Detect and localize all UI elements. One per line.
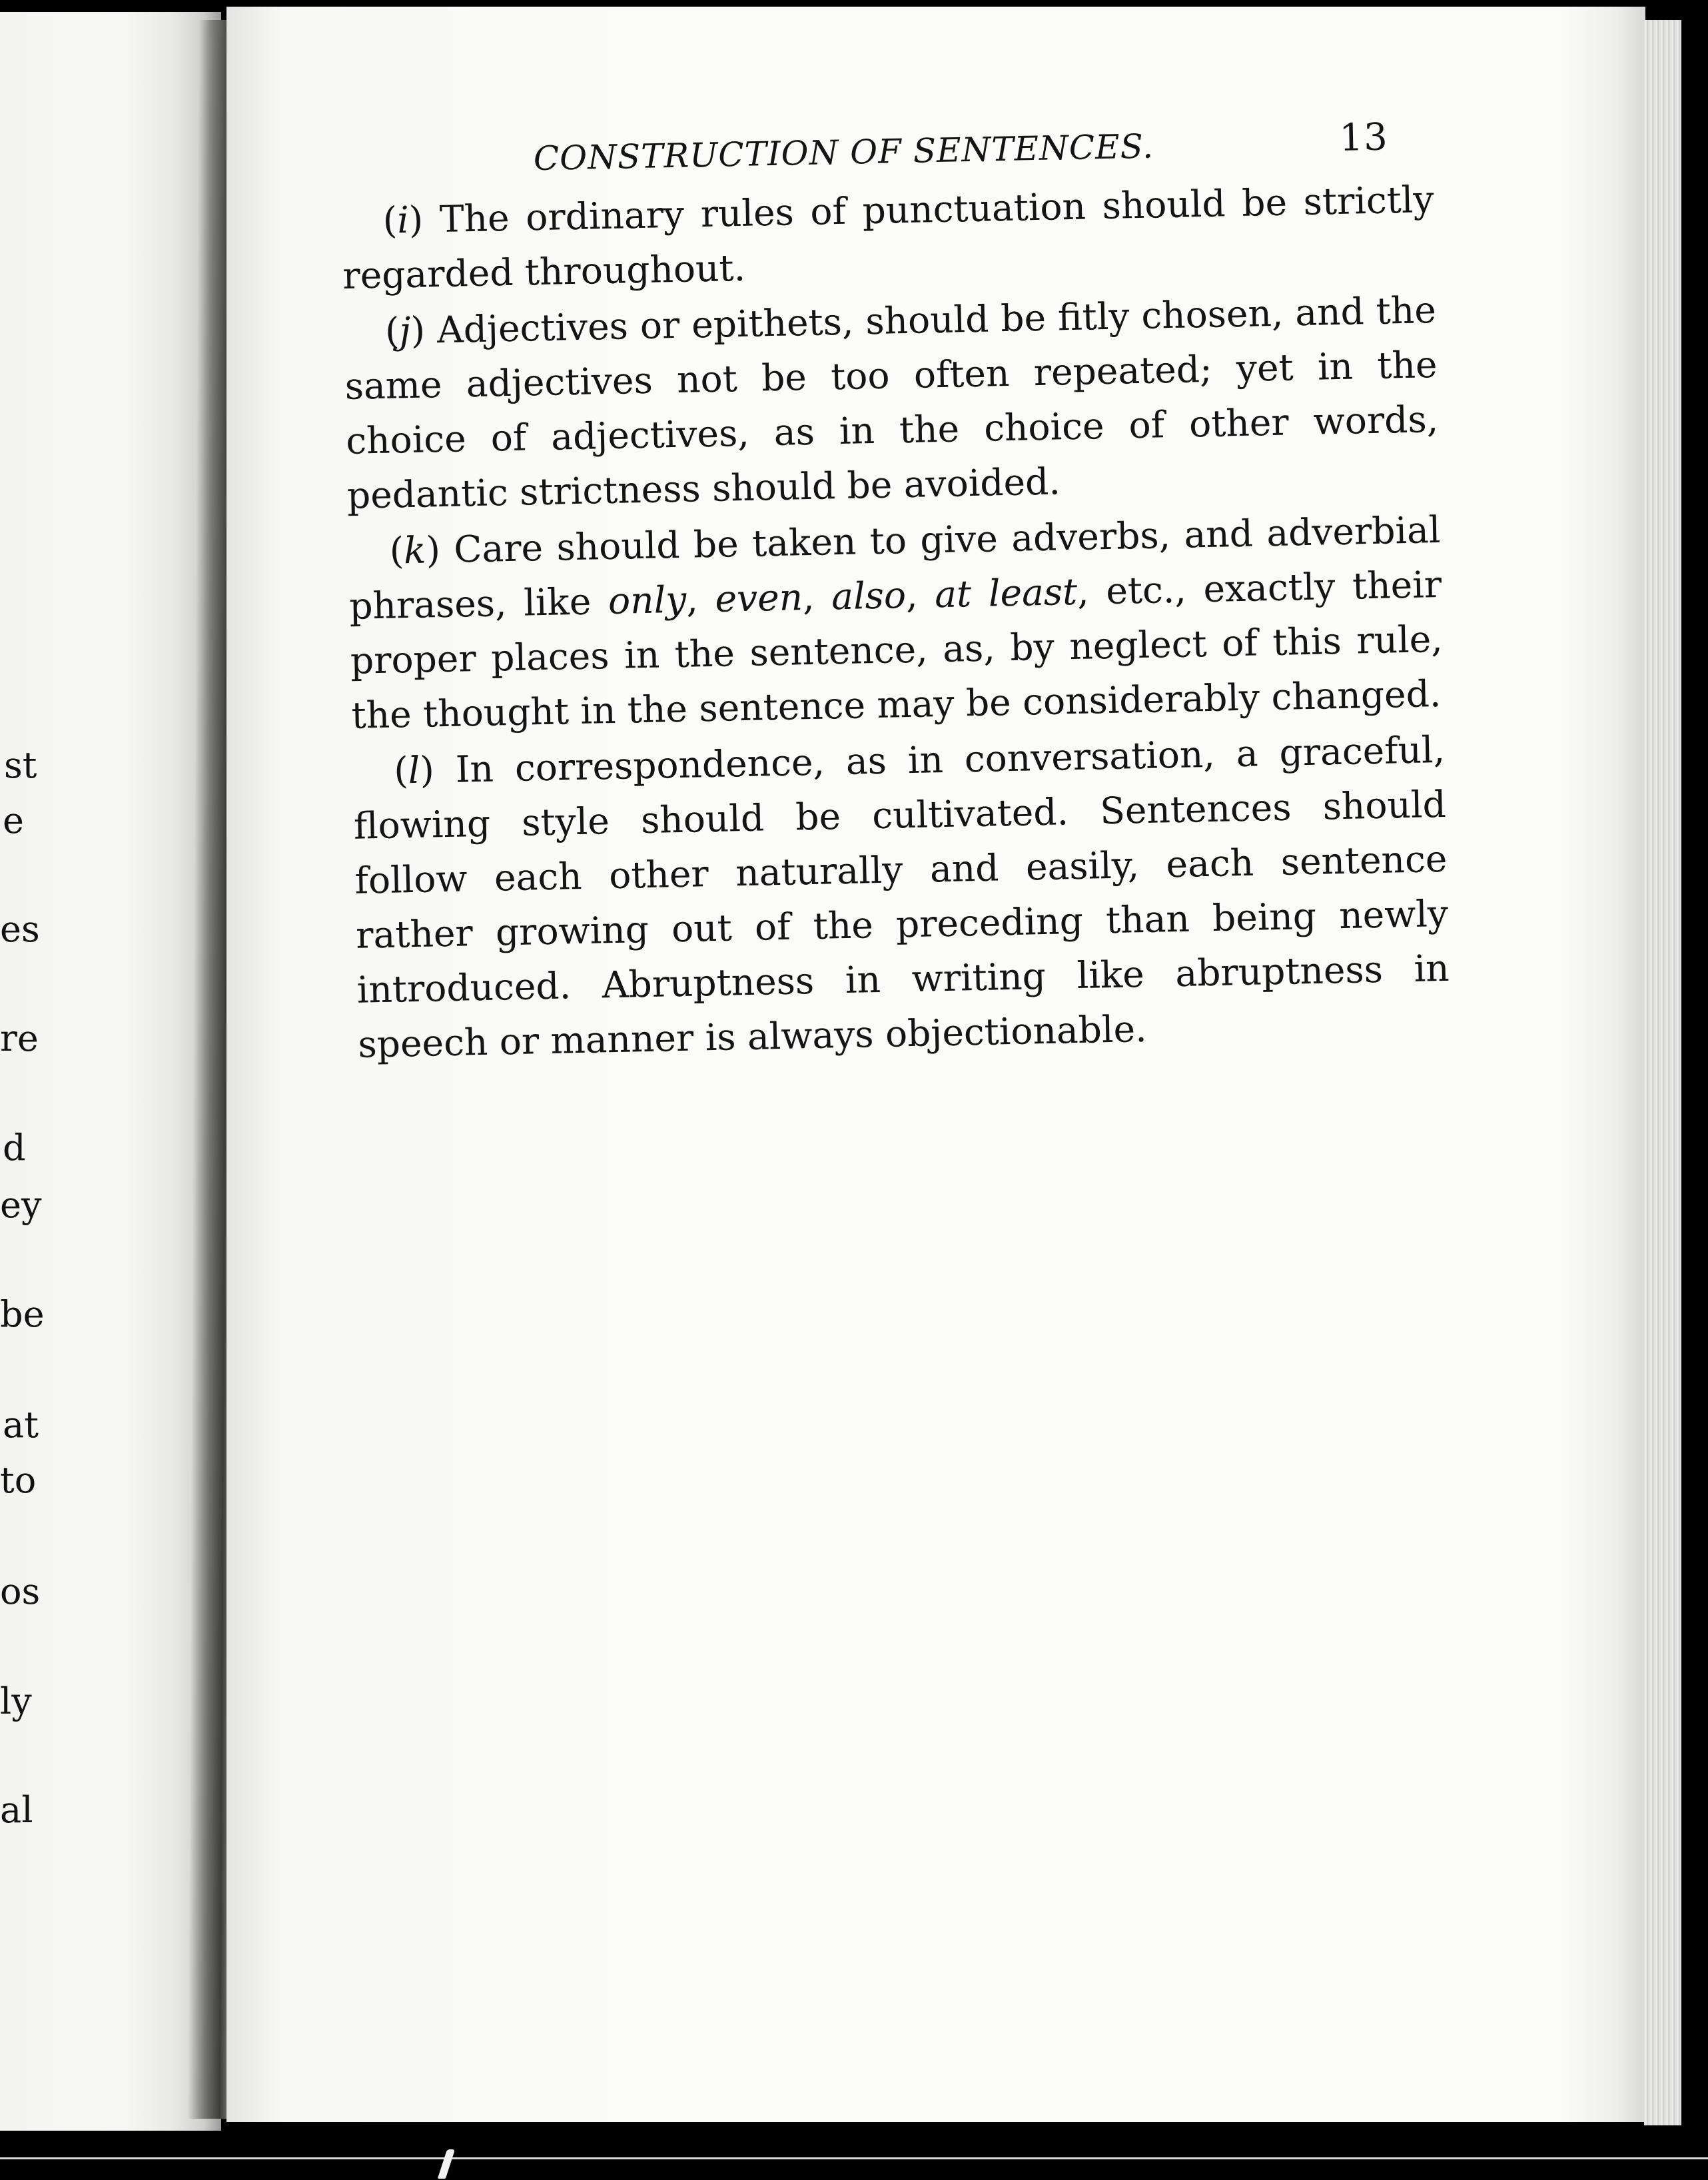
left-page-fragment: ly [0,1680,32,1722]
left-page [0,12,221,2131]
italic-term: even [714,576,803,620]
left-page-fragment: to [0,1459,37,1501]
bottom-rule [0,2157,1708,2159]
left-page-fragment: es [0,908,40,950]
page-number: 13 [1338,115,1389,160]
bottom-scan-mark [438,2149,455,2179]
italic-term: also [831,574,907,618]
paragraph-list [341,172,1451,1072]
paragraph-text: Adjectives or epithets, should be fitly chosen, and the same adjectives not be too often repeated; yet in the choice of adjectives, as in the choice of other words, pedantic strictness should be avoided. [344,288,1439,517]
running-title: CONSTRUCTION OF SENTENCES. [533,127,1154,179]
paragraph [343,282,1440,523]
left-page-fragment: al [0,1789,33,1831]
left-page-fragment: d [3,1127,26,1169]
paragraph [341,172,1436,303]
paragraph [352,722,1452,1072]
paragraph-text: , [905,573,935,617]
left-page-fragment: ey [0,1184,42,1226]
paragraph-marker: (i) [382,198,440,242]
left-page-fragment: at [3,1404,39,1446]
paragraph-marker: (j) [384,308,438,352]
paragraph [348,502,1444,743]
left-page-fragment: st [4,744,37,786]
left-page-fragment: be [0,1293,45,1335]
paragraph-text: , [685,577,716,621]
paragraph-text: The ordinary rules of punctuation should be strictly regarded throughout. [342,178,1435,297]
page-text-block [340,108,1451,1073]
left-page-fragment: e [3,800,24,841]
paragraph-marker: (k) [389,528,455,572]
paragraph-text: , etc., exactly their proper places in the sentence, as, by neglect of this rule, the thought in the sentence may be considerably changed. [350,562,1444,737]
paragraph-marker: (l) [393,748,456,792]
italic-term: only [608,578,687,623]
left-page-fragment: re [0,1017,39,1059]
italic-term: at least [934,570,1078,616]
left-page-fragment: os [0,1570,41,1612]
paragraph-text: , [802,575,832,619]
paragraph-text: In correspondence, as in conversation, a graceful, flowing style should be cultivated. Sentences should follow each other naturally and easily, each sentence rather growing out of the preceding than being newly introduced. Abruptness in writing like abruptness in speech or manner is always objectionable. [353,728,1450,1066]
paragraph-text: Care should be taken to give adverbs, and adverbial phrases, like [348,508,1442,628]
fore-edge-page-stack [1644,20,1681,2125]
